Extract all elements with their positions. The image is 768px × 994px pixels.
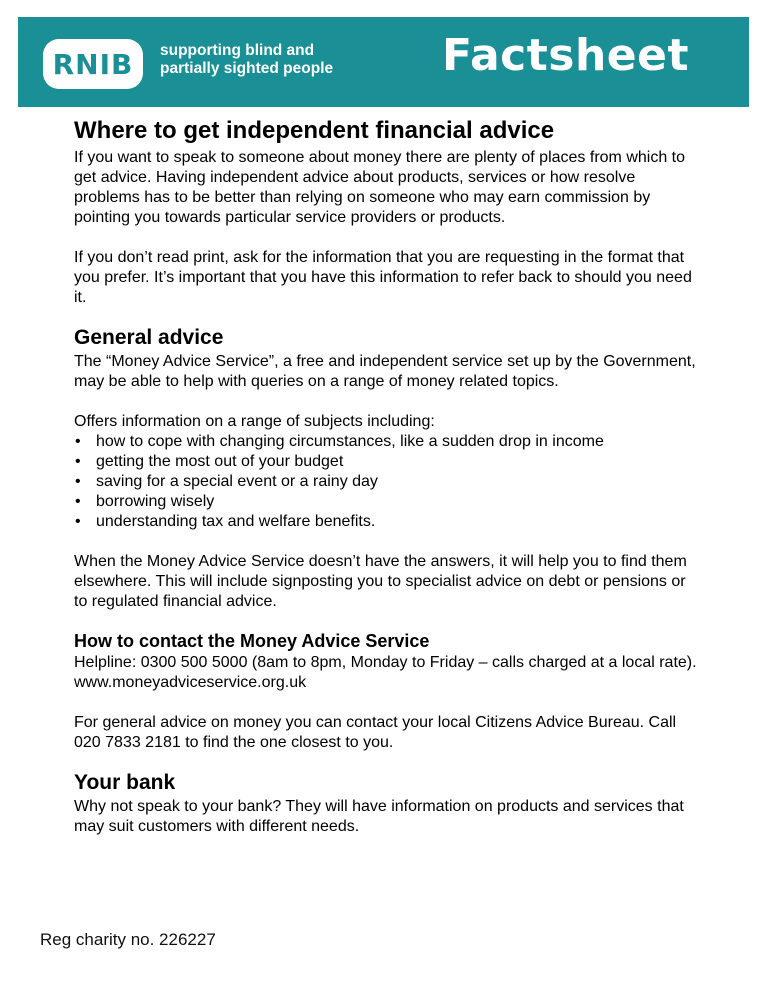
- intro-paragraph-2: If you don’t read print, ask for the information that you are requesting in the format that you prefer. It’s important that you have this information to refer back to should you need it.: [74, 249, 692, 306]
- bank-paragraph: Why not speak to your bank? They will have information on products and services that may suit customers with different needs.: [74, 798, 684, 835]
- contact-heading: How to contact the Money Advice Service: [74, 631, 430, 651]
- bullet-icon: •: [75, 453, 81, 470]
- general-paragraph-2: When the Money Advice Service doesn’t have the answers, it will help you to find them elsewhere. This will include signposting you to specialist advice on debt or pensions or to regulated financial advice.: [74, 553, 687, 610]
- general-paragraph-1: The “Money Advice Service”, a free and independent service set up by the Government, may be able to help with queries on a range of money related topics.: [74, 353, 696, 390]
- bullet-icon: •: [75, 473, 81, 490]
- bullet-icon: •: [75, 493, 81, 510]
- list-item: • getting the most out of your budget: [75, 453, 344, 470]
- tagline-line2: partially sighted people: [160, 60, 334, 77]
- rnib-logo[interactable]: [43, 39, 143, 89]
- doc-type-label: Factsheet: [442, 30, 690, 81]
- list-item: • saving for a special event or a rainy day: [75, 473, 378, 490]
- topics-list: [74, 432, 699, 532]
- intro-paragraph-1: If you want to speak to someone about money there are plenty of places from which to get advice. Having independent advice about products, services or how resolve problems has to be better than relying on someone who may earn commission by pointing you towards particular service providers or products.: [74, 149, 686, 226]
- list-item: • understanding tax and welfare benefits.: [75, 513, 376, 530]
- logo-text: RNIB: [52, 47, 134, 81]
- helpline-text: Helpline: 0300 500 5000 (8am to 8pm, Monday to Friday – calls charged at a local rate).: [74, 654, 697, 671]
- cab-paragraph: For general advice on money you can contact your local Citizens Advice Bureau. Call 020 7833 2181 to find the one closest to you.: [74, 714, 677, 751]
- website-link[interactable]: www.moneyadviceservice.org.uk: [74, 674, 307, 691]
- charity-number: Reg charity no. 226227: [40, 930, 216, 949]
- list-item: • how to cope with changing circumstances, like a sudden drop in income: [75, 433, 604, 450]
- document-body: [74, 117, 699, 837]
- your-bank-heading: Your bank: [74, 771, 176, 794]
- bullet-icon: •: [75, 513, 81, 530]
- header-banner: [18, 17, 749, 107]
- list-intro: Offers information on a range of subjects including:: [74, 413, 435, 430]
- tagline-line1: supporting blind and: [160, 42, 315, 59]
- list-item: • borrowing wisely: [75, 493, 215, 510]
- bullet-icon: •: [75, 433, 81, 450]
- page-title: Where to get independent financial advice: [74, 117, 555, 144]
- general-advice-heading: General advice: [74, 326, 224, 349]
- tagline: [160, 42, 333, 78]
